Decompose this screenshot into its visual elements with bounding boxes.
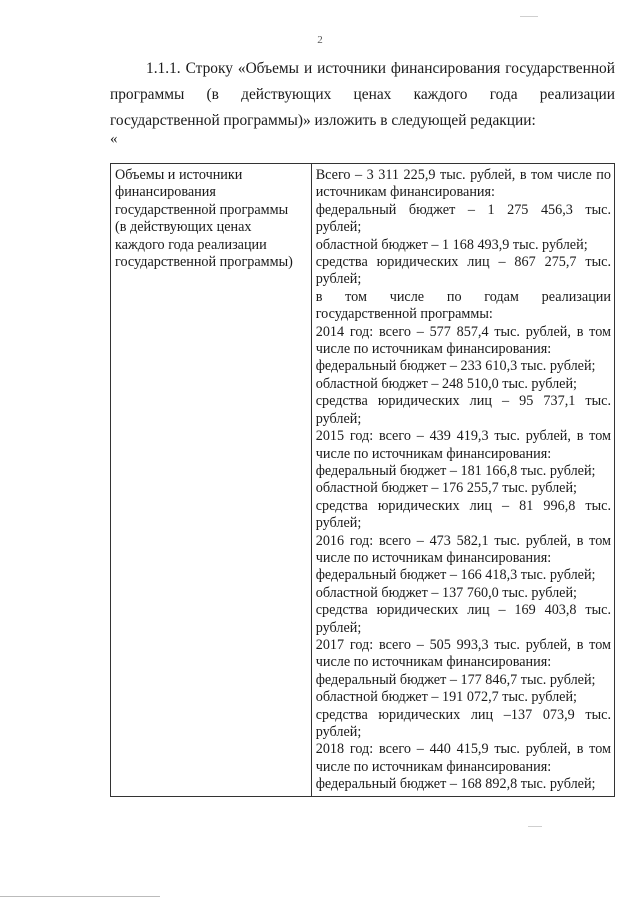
- row-header-line: государственной программы): [115, 254, 293, 271]
- funding-line: в том числе по годам реализации: [315, 288, 611, 305]
- funding-line: 2018 год: всего – 440 415,9 тыс. рублей, в том: [315, 741, 611, 758]
- funding-line: федеральный бюджет – 166 418,3 тыс. рублей;: [315, 567, 596, 584]
- funding-line: 2015 год: всего – 439 419,3 тыс. рублей, в том: [315, 428, 611, 445]
- funding-line: областной бюджет – 248 510,0 тыс. рублей;: [315, 375, 578, 392]
- funding-line: федеральный бюджет – 168 892,8 тыс. рублей;: [315, 776, 596, 793]
- funding-line: средства юридических лиц – 169 403,8 тыс.: [315, 602, 611, 619]
- scan-artifact: [528, 826, 542, 827]
- funding-line: средства юридических лиц – 95 737,1 тыс.: [315, 393, 611, 410]
- funding-line: источникам финансирования:: [315, 184, 495, 201]
- table-row: [111, 164, 615, 797]
- funding-line: федеральный бюджет – 233 610,3 тыс. рублей;: [315, 358, 596, 375]
- row-header-cell: [111, 164, 312, 797]
- funding-line: рублей;: [315, 219, 362, 236]
- funding-line: числе по источникам финансирования:: [315, 341, 552, 358]
- funding-line: областной бюджет – 176 255,7 тыс. рублей;: [315, 480, 578, 497]
- scan-artifact: [0, 896, 160, 897]
- funding-line: средства юридических лиц – 867 275,7 тыс.: [315, 254, 611, 271]
- funding-line: федеральный бюджет – 1 275 456,3 тыс.: [315, 201, 611, 218]
- row-header-line: финансирования: [115, 184, 216, 201]
- intro-paragraph: [110, 56, 615, 134]
- funding-line: рублей;: [315, 724, 362, 740]
- funding-line: федеральный бюджет – 181 166,8 тыс. рублей;: [315, 462, 596, 479]
- funding-line: областной бюджет – 137 760,0 тыс. рублей;: [315, 584, 578, 601]
- row-header-line: государственной программы: [115, 201, 289, 218]
- funding-line: 2017 год: всего – 505 993,3 тыс. рублей, в том: [315, 636, 611, 653]
- funding-line: средства юридических лиц – 81 996,8 тыс.: [315, 497, 611, 514]
- funding-line: числе по источникам финансирования:: [315, 445, 552, 462]
- funding-line: 2016 год: всего – 473 582,1 тыс. рублей, в том: [315, 532, 611, 549]
- funding-line: рублей;: [315, 410, 362, 427]
- funding-line: областной бюджет – 191 072,7 тыс. рублей;: [315, 689, 578, 706]
- page-number: 2: [317, 34, 323, 46]
- intro-text: 1.1.1. Строку «Объемы и источники финансирования государственной программы (в действующих ценах каждого года реализации государственной программы)» изложить в следующей редакции:: [110, 60, 615, 129]
- funding-line: Всего – 3 311 225,9 тыс. рублей, в том числе по: [315, 167, 611, 183]
- funding-line: рублей;: [315, 515, 362, 532]
- funding-line: областной бюджет – 1 168 493,9 тыс. рублей;: [315, 236, 588, 253]
- funding-line: 2014 год: всего – 577 857,4 тыс. рублей, в том: [315, 323, 611, 340]
- funding-details-cell: [311, 164, 614, 797]
- funding-line: числе по источникам финансирования:: [315, 654, 552, 671]
- funding-line: числе по источникам финансирования:: [315, 758, 552, 775]
- funding-line: государственной программы:: [315, 306, 493, 323]
- funding-line: рублей;: [315, 271, 362, 288]
- funding-line: средства юридических лиц –137 073,9 тыс.: [315, 706, 611, 723]
- row-header-line: Объемы и источники: [115, 167, 243, 183]
- funding-line: федеральный бюджет – 177 846,7 тыс. рублей;: [315, 671, 596, 688]
- row-header-line: (в действующих ценах: [115, 219, 252, 236]
- scan-artifact: [520, 16, 538, 17]
- funding-line: числе по источникам финансирования:: [315, 549, 552, 566]
- program-funding-table: [110, 163, 615, 797]
- funding-line: рублей;: [315, 619, 362, 636]
- opening-quote: «: [110, 131, 118, 147]
- row-header-line: каждого года реализации: [115, 236, 267, 253]
